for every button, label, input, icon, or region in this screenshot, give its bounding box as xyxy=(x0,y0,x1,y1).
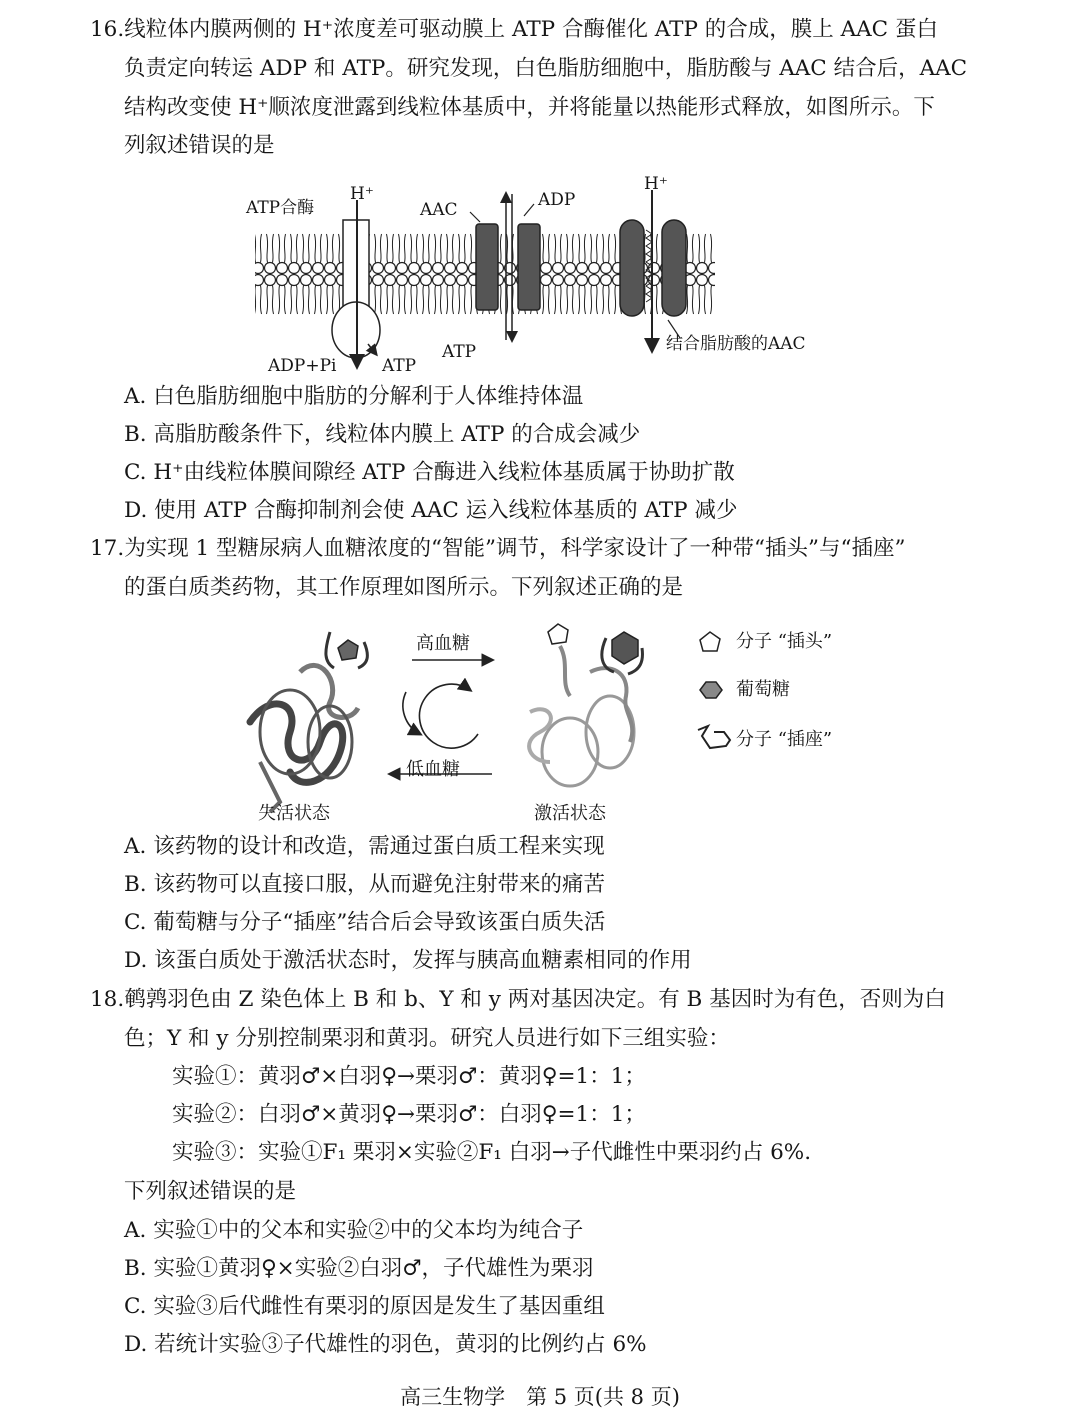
q17-option-d: D. 该蛋白质处于激活状态时，发挥与胰高血糖素相同的作用 xyxy=(124,948,692,973)
q18-experiment-3: 实验③：实验①F₁ 栗羽×实验②F₁ 白羽→子代雌性中栗羽约占 6%. xyxy=(172,1140,812,1165)
legend-glucose-label: 葡萄糖 xyxy=(736,679,790,700)
label-atp-bottom: ATP xyxy=(382,356,417,376)
q17-stem-text-1: 为实现 1 型糖尿病人血糖浓度的“智能”调节，科学家设计了一种带“插头”与“插座” xyxy=(124,536,906,561)
active-protein xyxy=(529,624,642,786)
q18-experiment-1: 实验①：黄羽♂×白羽♀→栗羽♂：黄羽♀=1：1； xyxy=(172,1064,646,1089)
q18-number: 18. xyxy=(90,987,125,1012)
plug-icon xyxy=(700,632,720,651)
q18-stem-line-1 xyxy=(90,985,946,1015)
label-aac: AAC xyxy=(420,200,458,220)
inactive-protein xyxy=(250,632,367,812)
page-footer: 高三生物学 第 5 页(共 8 页) xyxy=(400,1385,680,1409)
q18-option-a: A. 实验①中的父本和实验②中的父本均为纯合子 xyxy=(124,1218,584,1243)
q18-experiment-2: 实验②：白羽♂×黄羽♀→栗羽♂：白羽♀=1：1； xyxy=(172,1102,646,1127)
q16-stem-line-3: 结构改变使 H⁺顺浓度泄露到线粒体基质中，并将能量以热能形式释放，如图所示。下 xyxy=(124,95,935,120)
q18-stem-line-2: 色；Y 和 y 分别控制栗羽和黄羽。研究人员进行如下三组实验： xyxy=(124,1026,730,1051)
q16-number: 16. xyxy=(90,17,125,42)
q17-number: 17. xyxy=(90,536,125,561)
q17-option-b: B. 该药物可以直接口服，从而避免注射带来的痛苦 xyxy=(124,872,605,897)
label-atp-mid: ATP xyxy=(442,342,477,362)
legend-socket-label: 分子 “插座” xyxy=(736,729,833,750)
q17-option-c: C. 葡萄糖与分子“插座”结合后会导致该蛋白质失活 xyxy=(124,910,606,935)
q16-stem-line-2: 负责定向转运 ADP 和 ATP。研究发现，白色脂肪细胞中，脂肪酸与 AAC 结合后，AAC xyxy=(124,56,968,81)
q18-option-b: B. 实验①黄羽♀×实验②白羽♂，子代雄性为栗羽 xyxy=(124,1256,594,1281)
q17-stem-line-2: 的蛋白质类药物，其工作原理如图所示。下列叙述正确的是 xyxy=(124,575,684,600)
label-atp-synthase: ATP合酶 xyxy=(246,198,315,218)
label-adp-pi: ADP+Pi xyxy=(268,356,337,376)
q16-stem-text-1: 线粒体内膜两侧的 H⁺浓度差可驱动膜上 ATP 合酶催化 ATP 的合成，膜上 AAC 蛋白 xyxy=(124,17,938,42)
label-low-glucose: 低血糖 xyxy=(406,759,460,780)
label-h-right: H⁺ xyxy=(644,174,668,194)
q18-option-d: D. 若统计实验③子代雄性的羽色，黄羽的比例约占 6% xyxy=(124,1332,647,1357)
q17-option-a: A. 该药物的设计和改造，需通过蛋白质工程来实现 xyxy=(124,834,605,859)
q16-option-b: B. 高脂肪酸条件下，线粒体内膜上 ATP 的合成会减少 xyxy=(124,422,641,447)
label-adp: ADP xyxy=(538,190,576,210)
q18-stem-text-1: 鹌鹑羽色由 Z 染色体上 B 和 b、Y 和 y 两对基因决定。有 B 基因时为有色，否则为白 xyxy=(124,987,946,1012)
label-fatty-acid-aac: 结合脂肪酸的AAC xyxy=(666,334,806,354)
cycle-arrows xyxy=(390,660,492,774)
glucose-icon xyxy=(700,682,722,698)
label-h-left: H⁺ xyxy=(350,184,374,204)
socket-icon xyxy=(698,726,730,748)
q18-option-c: C. 实验③后代雌性有栗羽的原因是发生了基因重组 xyxy=(124,1294,605,1319)
q16-stem-line-1 xyxy=(90,15,938,45)
label-high-glucose: 高血糖 xyxy=(416,633,470,654)
q16-stem-line-4: 列叙述错误的是 xyxy=(124,133,275,158)
q16-membrane-figure xyxy=(240,170,840,380)
q16-option-c: C. H⁺由线粒体膜间隙经 ATP 合酶进入线粒体基质属于协助扩散 xyxy=(124,460,735,485)
q17-protein-figure xyxy=(230,612,870,832)
legend-plug-label: 分子 “插头” xyxy=(736,631,833,652)
q17-stem-line-1 xyxy=(90,534,906,564)
label-inactive-state: 失活状态 xyxy=(258,803,330,824)
label-active-state: 激活状态 xyxy=(534,803,606,824)
q18-question: 下列叙述错误的是 xyxy=(124,1179,297,1204)
q16-option-a: A. 白色脂肪细胞中脂肪的分解利于人体维持体温 xyxy=(124,384,584,409)
q16-option-d: D. 使用 ATP 合酶抑制剂会使 AAC 运入线粒体基质的 ATP 减少 xyxy=(124,498,738,523)
